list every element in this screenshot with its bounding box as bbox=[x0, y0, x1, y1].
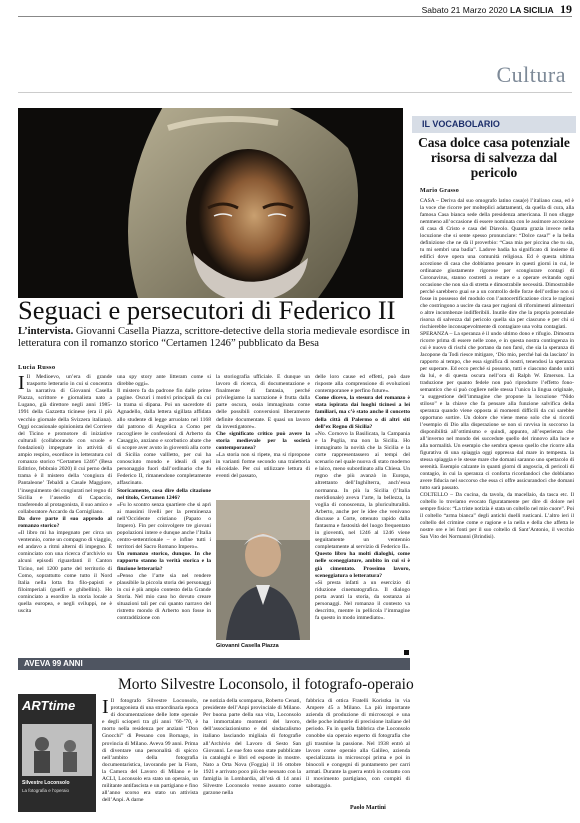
main-col3-para1: la storiografia ufficiale. È dunque un lavoro di ricerca, di documentazione e finalmente di fantasia, perché privilegiamo la narrazione è frutta dalla parte oscura, ossia immaginata come delle possibili conversioni liberamente definite documentate. E quasi un lavoro da investigatore». bbox=[216, 374, 310, 430]
main-col2-question1: Storicamente, cosa dire della citazione nel titolo, Certamen 1246? bbox=[117, 487, 211, 501]
main-subhead bbox=[18, 326, 410, 350]
end-mark bbox=[404, 650, 409, 655]
main-col4-para1: delle loro cause ed effetti, può dare risposte alla comprensione di evoluzioni contemporanee e perfino future». bbox=[315, 374, 410, 395]
page-number: 19 bbox=[560, 2, 572, 16]
main-col2-para2: Il mistero fa da padrone fin dalle prime pagine. Oscuri i motivi principali da cui la trama si dipana. Poi un sacerdote di Agnadello, dalla lettera sigillata affidata allo studente di legge arruolato nel 1168 dal patrono di Angelica a Como per raccogliere le confessioni di Arberto da Casaggio, anziano e scorbutico abate che si scopre aver avuto in gioventù alla corte di Sicilia come vallletto, per cui ha conosciuto mondo e ideali di quel personaggio fuori dall’ordinario che fu Federico II, rimanendone completamente affascinato. bbox=[117, 388, 211, 487]
cover-photo bbox=[22, 724, 92, 776]
subhead-text: Giovanni Casella Piazza, scrittore-detective della storia medievale esordisce in letteratura con il romanzo storico “Certamen 1246” pubblicato da Besa bbox=[18, 326, 410, 349]
main-col2-para3: «Fu lo scontro senza quartiere che si aprì ai massimi livelli per la preminenza nell’Occidente cristiano (Papato o Impero). Fin per coinvolgere tre giovani popolazioni intere e dunque anche l’Italia centro-settentrionale – e infine tutti i territori del Sacro Romano Impero». bbox=[117, 501, 211, 551]
vocabulary-body bbox=[420, 198, 574, 768]
main-col2-para1: una spy story ante litteram come si direbbe oggi». bbox=[117, 374, 211, 388]
main-col1-question1: Da dove parte il suo approdo al romanzo storico? bbox=[18, 515, 112, 529]
main-col2-para4: «Penso che l’arte sia nel rendere plausibile la piccola storia dei personaggi in cui è più ampio contesto della Grande Storia. Nel mio caso ho dovuto creare situazioni tali per cui quanto narravo del ristretto mondo di Arberto non fosse in contraddizione con bbox=[117, 572, 211, 622]
vocabulary-entry-speranza: SPERANZA – La speranza è il undo ultimo dono e rifugio. Dimostra ricorre prima di essere nelle zone, e in questa nostra contingenza in cui è nuovo di rischi che portano da non farsi, che sia la speranza di Jacopone da Todi riesce mitigare, ‘Dio mio, perché hai da lasciato’ in rapporto ai tempo, che essa significa di nostri, tenendosi la speranza per superare. Ed ecco perché si possono, tutti e ciascuno dando uniti da lui, e di questa oscura nell’ora di Ralph W. Emerson. La traduzione per quanto fedele non può riprodurre l’effetto fono-semantico che si può cogliere nelle stessa l’unico la lingua originale, ‘a suggestione dell’immagine che propone la locuzione “Nido stiloso” e la chiave che fa pensare alla funzione salvifica della speranza quando viene opposta ai momenti difficili da cui sarebbe opportuno sortire. Un dolore che viene meno solo che si ricordi l’esempio di Dio alla disperazione se non si ravvisa in soccorso la disponibilità all’ottimismo e quindi, appunto, all’esperienza che all’inverno nel mondo dei succedute quello del rinnovo alla luce e alla normalità. Un esempio che sembra spesso quello che ricorre alla figurativa di una spiaggia oggi oppressa dal mare in tempesta. la stessa spiaggia e le stesse mare che domani saranno uno spettacolo di serenità. Esempio calzante in quanti giorni di angoscia, di pericoli di contagio, in cui la speranza ci conforta ricordandoci che dobbiamo avere fiducia nel soccorso che essa ci offre assicurandoci che domani tutto sarà passato. bbox=[420, 331, 574, 491]
cover-photo-illustration bbox=[22, 724, 92, 776]
second-article-headline: Morto Silvestre Loconsolo, il fotografo-operaio bbox=[118, 676, 414, 693]
second-drop-cap: I bbox=[102, 698, 109, 718]
vocabulary-banner: IL VOCABOLARIO bbox=[412, 116, 576, 133]
cover-subtitle: Silvestre Loconsolo bbox=[22, 780, 70, 786]
book-cover bbox=[18, 694, 96, 812]
header-rule bbox=[18, 16, 572, 17]
main-column-4 bbox=[315, 374, 410, 652]
portrait-photo bbox=[18, 108, 403, 298]
vocabulary-entry-casa: CASA – Deriva dal suo omografo latino casa(e) l’italiano casa, ed è la voce che ricorre per molteplici adattamenti, da quella di cura, alla famosa Casa bianca sede della presidenza americana. Il non sfugge nemmeno all’occasione di essere nominata con le assimore accezione di casa di Cristo e casa del Diavolo. Quanta grazia invece nella locuzione che si sente spesso pronunciare: “Dolce casa!” e la bella definizione che ne dà il proverbio: “Casa mia per piccina che tu sia, tu mi sembri una badìa”. Ladove badia ha significato di insieme di edifici dove opera una comunità religiosa. Ed è questa ultima accezione di casa che dobbiamo pensare in questi giorni in cui, le ordinanze giustamente rigorose per scongiurare contagi di Coronavirus, stanno costretti a restare e a operare evitando ogni occasione che non sia di stretta e dimostrabile necessità. Dimostrabile perché sarebbero guai se a un controllo delle forze dell’ordine non si fosse in possesso del modulo con l’autocertificazione circa le ragioni che costringono a uscire da casa per ragioni di rifornimenti alimentari o altre incombenze indifferibili. Inutile dire che la propria potenziale risorsa di salvezza dal pericolo quella sia per ciascuno e per chi si rischierebbe inconsapevolmente di contagiare una volta contagiati. bbox=[420, 198, 574, 330]
vocabulary-entry-coltello: COLTELLO – Da cucina, da tavola, da macellaio, da tasca etc. Il coltello lo troviamo evocato figuratamente per dire di dolore nel sempre fisico: “La triste notizia è stata un coltello nel mio cuore”. Poi il coltello “arma bianca” degli antichi duelli rusticani. L’altro ieri il coltello del crimine come e ragione e la nella e della che affetta le nostre ore e lei fonti per il suo coltello di Sant’Antonio, il vecchio San Vito dei Normanni (Brindisi). bbox=[420, 492, 574, 540]
second-col1-text: Il fotografo Silvestre Loconsolo, protagonista di una straordinaria epoca di documentazione delle lotte operaie e degli scioperi tra gli anni ’60-’70, è morto nella residenza per anziani “Don Gnocchi” di Pessano con Bornago, in provincia di Milano. Aveva 99 anni. Prima di diventare una personalità di spicco nell’ambito della fotografia documentaristica, lavorando per la Fiom, la Camera del Lavoro di Milano e le ACLI, Loconsolo era stato un operaio, un militante antifascista e un partigiano e fino all’anno scorso era stato un attivista dell’Anpi. A darne bbox=[102, 698, 198, 804]
main-col4-para3: «Si presta infatti a un esercizio di riduzione cinematografica. Il dialogo porta avanti la storia, da sostanza ai personaggi. Nel romanzo il contesto va descritto, mentre in pellicola l’immagine fa questo in modo immediato». bbox=[315, 579, 410, 622]
main-col4-para2: «No. Cornovo la Basilicata, la Campania e la Puglia, ma non la Sicilia. Ho immaginato la novità che la Sicilia e la corte rappresentassero ai tempi del scenario nel quale nuova di stato moderno e laico, meno subordinato alla Chiesa. Un regno che più avanzò in Europa, altrettanto dell’Inghilterra, anch’essa normanna. In più la Sicilia (l’Italia meridionale) aveva l’arte, la bellezza, la voglia di conoscenza, la pluriculturalità. Arberto, anche per le idee che venivano discusse a Corte, ottenuto rapido dalla fantasma e fastosità del luogo frequentato in gioventù, nel 1246 al 1246 viene seguitamente un ventennio completamente al servizio di Federico II». bbox=[315, 430, 410, 551]
cover-caption: La fotografia e l’operaio bbox=[22, 788, 70, 793]
second-col2-text: ne notizia della scomparsa, Roberto Cenati, presidente dell’Anpi provinciale di Milano. Per buona parte della sua vita, Loconsolo ha immortalato momenti del lavoro, dell’associazionismo e del sindacalismo italiano lasciando migliaia di fotografie all’Archivio del Lavoro di Sesto San Giovanni. Le sue foto sono state pubblicate in cataloghi e libri ed esposte in mostre. Nato a Orta Nova (Foggia) il 16 ottobre 1921 e arrivato poco più che neonato con la famiglia in Lombardia, all’età di 14 anni Silvestre Loconsolo venne assunto come garzone nella bbox=[203, 698, 301, 797]
author-photo-illustration bbox=[216, 500, 310, 640]
second-column-1 bbox=[102, 698, 198, 816]
main-col1-para2: «Il libro mi ha impegnato per circa un ventennio, come un compagno di viaggio, ed andavo a ritmi alterni di impegno. È cominciato con una ricerca d’archivio su alcuni episodi riguardanti il Canton Ticino, nel 1200 parte del territorio di Como, soprattutto come tutto il Nord Italia nella lotta fra filo-papisti e filoimperiali (guelfi e ghibellini). Ho cominciato a esordire la storia locale a quella europea, e negli sviluppi, ne è uscita bbox=[18, 530, 112, 615]
main-col3-para2: «La storia non si ripete, ma si ripropone in varianti forme secondo una traiettoria elicoidale. Per cui utilizzare lettura di eventi del passato, bbox=[216, 452, 310, 480]
main-col1-para1: Il Medioevo, un’era di grande trasporto letterario in cui si concentra la narrativa di Giovanni Casella Piazza, scrittore e giornalista nato a Lugano, già direttore negli anni 1985-1991 della Gazzetta ticinese (era il più vecchio giornale della Svizzera italiana). Oggi occasionale opinionista del Corriere del Ticino e promotore di iniziative culturali (collaborando con scuole e fondazioni) impegnate in attività di ampio respiro, esordisce in letteratura col romanzo storico “Certamen 1246” (Besa Editrice, febbraio 2020) il cui perno della trama è il mistero della ‘congiura di Pantaleone’ Tebaldi a Casale Maggiore, l’inseguimento dei congiurati nel regno di Sicilia e l’assedio di Capaccio, trasferendo al protagonista, il suo amico e collaboratore Accardo da Cornigliano. bbox=[18, 374, 112, 515]
second-article-banner: AVEVA 99 ANNI bbox=[18, 658, 410, 670]
section-title: Cultura bbox=[496, 62, 566, 87]
main-col2-question2: Un romanzo storico, dunque. In che rapporto stanno la verità storica e la finzione letteraria? bbox=[117, 551, 211, 572]
main-headline: Seguaci e persecutori di Federico II bbox=[18, 295, 396, 325]
second-column-3 bbox=[306, 698, 410, 802]
main-column-2 bbox=[117, 374, 211, 652]
main-column-3 bbox=[216, 374, 310, 498]
main-col3-question1: Che significato critico può avere la storia medievale per la società contemporanea? bbox=[216, 430, 310, 451]
masthead bbox=[422, 2, 572, 17]
main-column-1 bbox=[18, 374, 112, 652]
vocabulary-sidebar bbox=[412, 108, 576, 768]
second-article-signature: Paolo Martini bbox=[350, 805, 386, 811]
author-photo bbox=[216, 500, 310, 640]
portrait-illustration bbox=[18, 108, 403, 298]
second-col3-text: fabbrica di ottica Fratelli Koristka in via Ampere 45 a Milano. La più importante azienda di produzione di microscopi e una delle poche industrie di precisione italiane del periodo. Fu in quella fabbrica che Loconsolo conobbe sia operaio esperto di fotografia che gli trasmise la passione. Nel 1938 entrò al lavoro come operaio alla Galileo, azienda specializzata in microscopi prima e poi in binocoli e congegni di puntamento per carri armati. Durante la guerra entrò in contatto con il movimento partigiano, con compiti di sabotaggio. bbox=[306, 698, 410, 790]
main-col4-question2: Questo libro ha molti dialoghi, come nelle sceneggiature, ambito in cui si è già cimentato. Prossimo lavoro, sceneggiatura o letteratura? bbox=[315, 551, 410, 579]
main-col4-question1: Come dicevo, la stesura del romanzo è stata ispirata dai luoghi ticinesi a lei familiari, ma c’è stato anche il concetto della città di Palermo o di altri siti dell’ex Regno di Sicilia? bbox=[315, 395, 410, 430]
vocabulary-author: Mario Grasso bbox=[420, 188, 460, 194]
cover-title: ARTtime bbox=[22, 698, 76, 713]
vocabulary-title: Casa dolce casa potenziale risorsa di salvezza dal pericolo bbox=[418, 135, 570, 180]
newspaper-name: LA SICILIA bbox=[510, 5, 554, 15]
issue-date: Sabato 21 Marzo 2020 bbox=[421, 5, 508, 15]
author-photo-caption: Giovanni Casella Piazza bbox=[216, 643, 279, 649]
second-column-2 bbox=[203, 698, 301, 816]
section-rule bbox=[18, 92, 572, 93]
drop-cap: I bbox=[18, 374, 25, 394]
subhead-label: L’intervista. bbox=[18, 326, 74, 337]
main-byline: Lucia Russo bbox=[18, 364, 56, 371]
